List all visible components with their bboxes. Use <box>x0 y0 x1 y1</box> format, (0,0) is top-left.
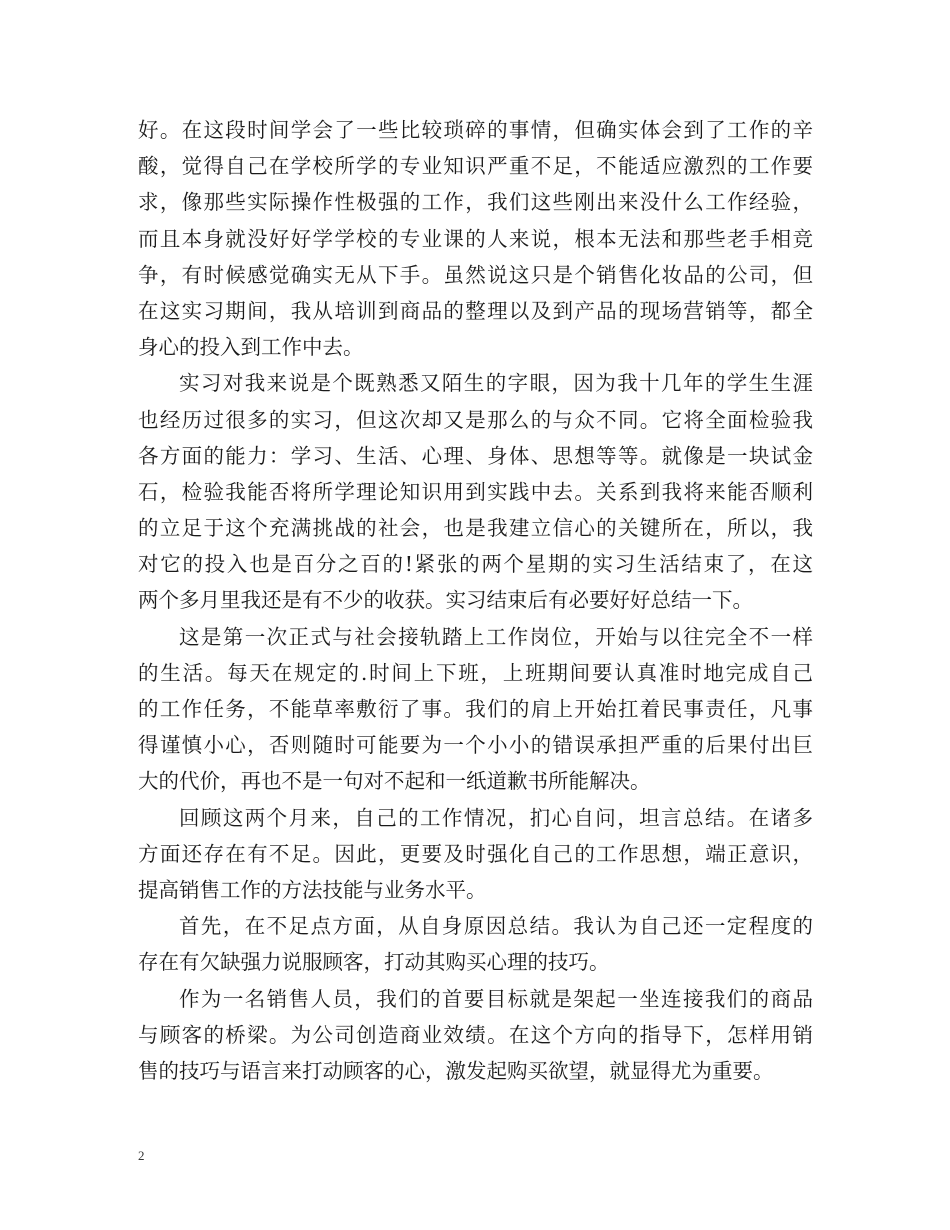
text-line: 各方面的能力：学习、生活、心理、身体、思想等等。就像是一块试金 <box>138 443 813 468</box>
text-line: 回顾这两个月来，自己的工作情况，扪心自问，坦言总结。在诸多 <box>179 805 813 830</box>
text-line: 两个多月里我还是有不少的收获。实习结束后有必要好好总结一下。 <box>138 588 753 613</box>
text-line: 方面还存在有不足。因此，更要及时强化自己的工作思想，端正意识， <box>138 841 813 866</box>
text-line: 也经历过很多的实习，但这次却又是那么的与众不同。它将全面检验我 <box>138 407 813 432</box>
text-line: 对它的投入也是百分之百的!紧张的两个星期的实习生活结束了，在这 <box>138 552 813 577</box>
text-line: 争，有时候感觉确实无从下手。虽然说这只是个销售化妆品的公司，但 <box>138 262 813 287</box>
text-line: 身心的投入到工作中去。 <box>138 335 364 360</box>
text-line: 石，检验我能否将所学理论知识用到实践中去。关系到我将来能否顺利 <box>138 479 813 504</box>
text-line: 而且本身就没好好学学校的专业课的人来说，根本无法和那些老手相竞 <box>138 226 813 251</box>
paragraph <box>138 365 813 618</box>
text-line: 售的技巧与语言来打动顾客的心，激发起购买欲望，就显得尤为重要。 <box>138 1058 774 1083</box>
paragraph <box>138 800 813 909</box>
text-line: 存在有欠缺强力说服顾客，打动其购买心理的技巧。 <box>138 950 610 975</box>
text-line: 的工作任务，不能草率敷衍了事。我们的肩上开始扛着民事责任，凡事 <box>138 697 813 721</box>
text-line: 的立足于这个充满挑战的社会，也是我建立信心的关键所在，所以，我 <box>138 516 813 541</box>
text-line: 提高销售工作的方法技能与业务水平。 <box>138 877 487 902</box>
text-line: 实习对我来说是个既熟悉又陌生的字眼，因为我十几年的学生生涯 <box>179 371 813 396</box>
text-line: 首先，在不足点方面，从自身原因总结。我认为自己还一定程度的 <box>179 914 813 939</box>
text-line: 的生活。每天在规定的.时间上下班，上班期间要认真准时地完成自己 <box>138 660 813 685</box>
text-line: 好。在这段时间学会了一些比较琐碎的事情，但确实体会到了工作的辛 <box>138 118 813 142</box>
text-line: 大的代价，再也不是一句对不起和一纸道歉书所能解决。 <box>138 769 651 794</box>
text-line: 酸，觉得自己在学校所学的专业知识严重不足，不能适应激烈的工作要 <box>138 154 813 179</box>
text-line: 与顾客的桥梁。为公司创造商业效绩。在这个方向的指导下，怎样用销 <box>138 1022 813 1047</box>
paragraph <box>138 112 813 365</box>
document-body <box>138 112 813 1089</box>
paragraph <box>138 619 813 800</box>
text-line: 作为一名销售人员，我们的首要目标就是架起一坐连接我们的商品 <box>179 986 813 1011</box>
paragraph <box>138 981 813 1090</box>
text-line: 这是第一次正式与社会接轨踏上工作岗位，开始与以往完全不一样 <box>179 624 813 649</box>
text-line: 在这实习期间，我从培训到商品的整理以及到产品的现场营销等，都全 <box>138 298 813 323</box>
paragraph <box>138 908 813 980</box>
text-line: 得谨慎小心，否则随时可能要为一个小小的错误承担严重的后果付出巨 <box>138 733 813 758</box>
page-number: 2 <box>138 1148 145 1163</box>
text-line: 求，像那些实际操作性极强的工作，我们这些刚出来没什么工作经验， <box>138 190 813 215</box>
